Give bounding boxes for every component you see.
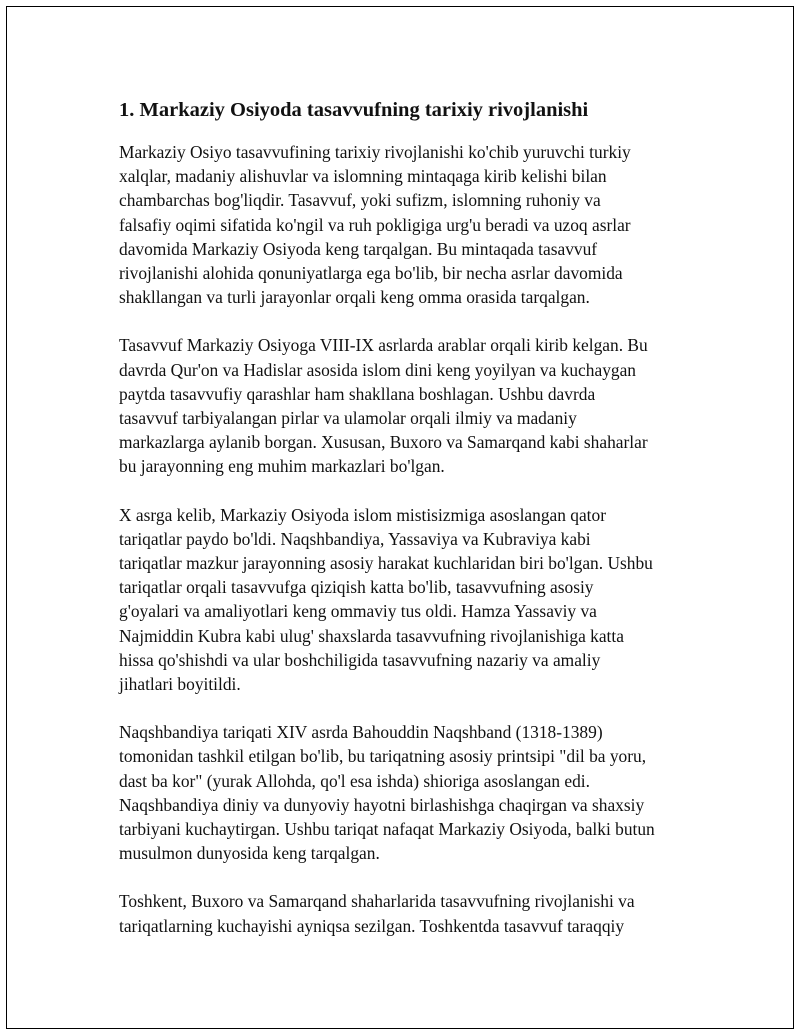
paragraph-1: Markaziy Osiyo tasavvufining tarixiy rivojlanishi ko'chib yuruvchi turkiy xalqlar, madaniy alishuvlar va islomning mintaqaga kirib kelishi bilan chambarchas bog'liqdir. Tasavvuf, yoki sufizm, islomning ruhoniy va falsafiy oqimi sifatida ko'ngil va ruh pokligiga urg'u beradi va uzoq asrlar davomida Markaziy Osiyoda keng tarqalgan. Bu mintaqada tasavvuf rivojlanishi alohida qonuniyatlarga ega bo'lib, bir necha asrlar davomida shakllangan va turli jarayonlar orqali keng omma orasida tarqalgan. [119, 142, 631, 308]
paragraph-5: Toshkent, Buxoro va Samarqand shaharlarida tasavvufning rivojlanishi va tariqatlarning kuchayishi ayniqsa sezilgan. Toshkentda tasavvuf taraqqiy [119, 891, 635, 936]
section-heading: 1. Markaziy Osiyoda tasavvufning tarixiy rivojlanishi [119, 99, 589, 121]
paragraph-3: X asrga kelib, Markaziy Osiyoda islom mistisizmiga asoslangan qator tariqatlar paydo bo'ldi. Naqshbandiya, Yassaviya va Kubraviya kabi tariqatlar mazkur jarayonning asosiy harakat kuchlaridan biri bo'lgan. Ushbu tariqatlar orqali tasavvufga qiziqish katta bo'lib, tasavvufning asosiy g'oyalari va amaliyotlari keng ommaviy tus oldi. Hamza Yassaviy va Najmiddin Kubra kabi ulug' shaxslarda tasavvufning rivojlanishiga katta hissa qo'shishdi va ular boshchiligida tasavvufning nazariy va amaliy jihatlari boyitildi. [119, 504, 653, 695]
paragraph-4: Naqshbandiya tariqati XIV asrda Bahouddin Naqshband (1318-1389) tomonidan tashkil etilgan bo'lib, bu tariqatning asosiy printsipi "dil ba yoru, dast ba kor" (yurak Allohda, qo'l esa ishda) shioriga asoslangan edi. Naqshbandiya diniy va dunyoviy hayotni birlashishga chaqirgan va shaxsiy tarbiyani kuchaytirgan. Ushbu tariqat nafaqat Markaziy Osiyoda, balki butun musulmon dunyosida keng tarqalgan. [119, 722, 655, 864]
document-page [6, 6, 794, 1029]
document-content [119, 97, 709, 962]
paragraph-2: Tasavvuf Markaziy Osiyoga VIII-IX asrlarda arablar orqali kirib kelgan. Bu davrda Qur'on va Hadislar asosida islom dini keng yoyilyan va kuchaygan paytda tasavvufiy qarashlar ham shakllana boshlagan. Ushbu davrda tasavvuf tarbiyalangan pirlar va ulamolar orqali ilmiy va madaniy markazlarga aylanib borgan. Xususan, Buxoro va Samarqand kabi shaharlar bu jarayonning eng muhim markazlari bo'lgan. [119, 335, 648, 477]
